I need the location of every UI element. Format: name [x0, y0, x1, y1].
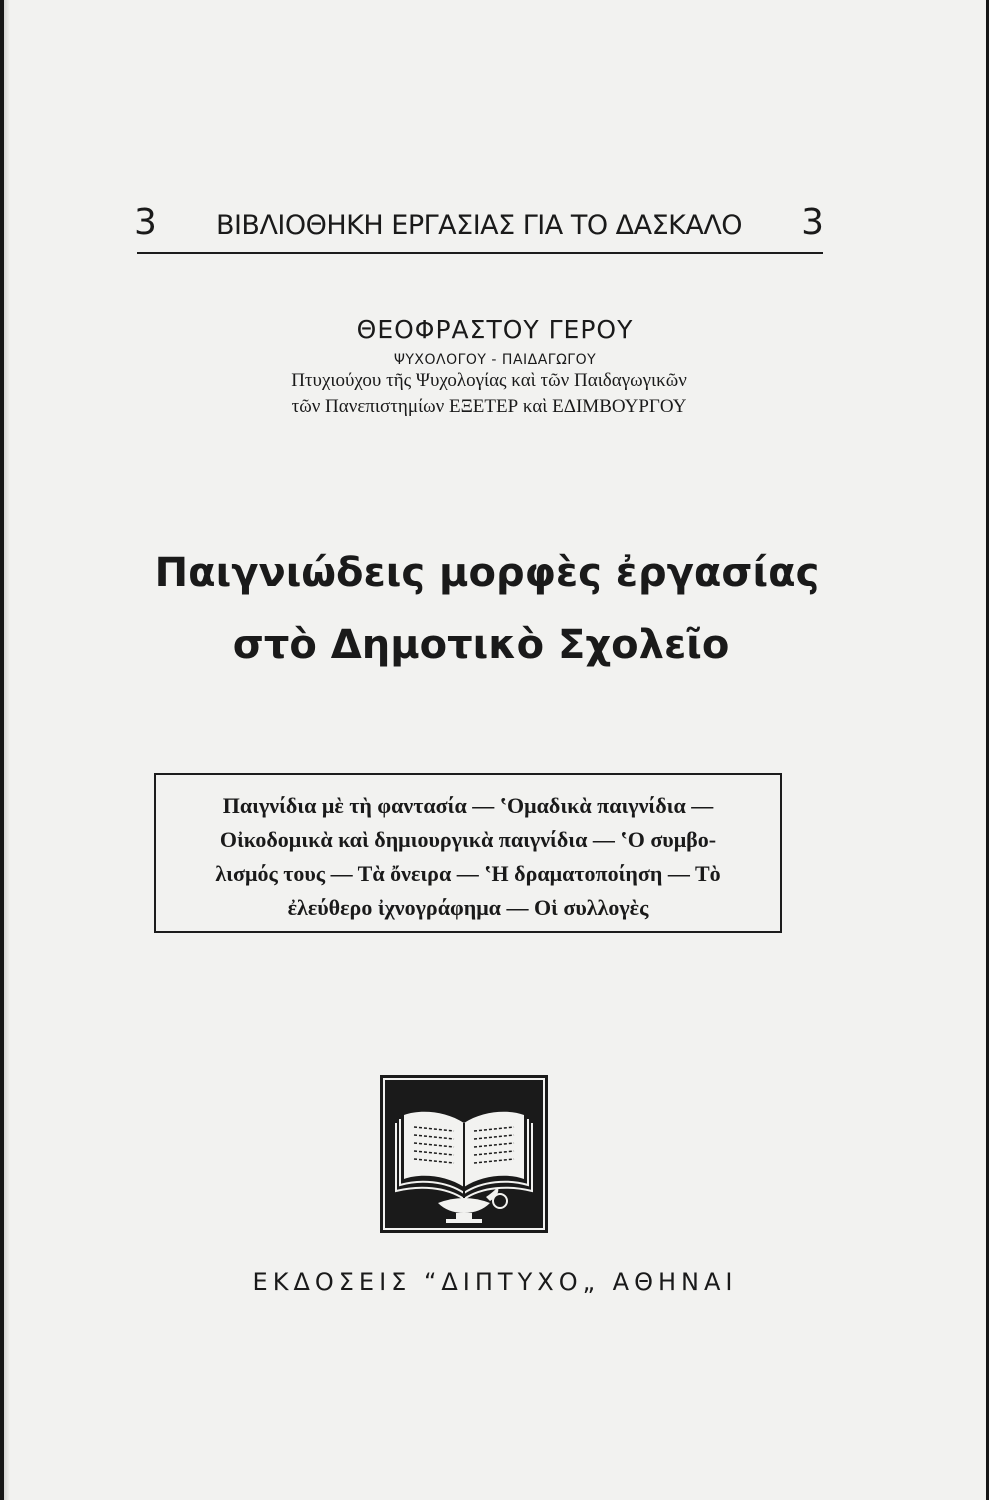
contents-line1: Παιγνίδια μὲ τὴ φαντασία — ʽΟμαδικὰ παιγνίδια — [222, 793, 714, 818]
contents-line3: λισμός τους — Τὰ ὄνειρα — ʽΗ δραματοποίηση — Τὸ [215, 861, 721, 886]
series-header [134, 202, 824, 243]
contents-box [154, 773, 782, 933]
open-book-lamp-icon [380, 1075, 548, 1233]
contents-text [156, 789, 780, 925]
author-degree-line2: τῶν Πανεπιστημίων ΕΞΕΤΕΡ καὶ ΕΔΙΜΒΟΥΡΓΟΥ [291, 396, 687, 417]
series-title: ΒΙΒΛΙΟΘΗΚΗ ΕΡΓΑΣΙΑΣ ΓΙΑ ΤΟ ΔΑΣΚΑΛΟ [215, 210, 743, 241]
author-degree-line1: Πτυχιούχου τῆς Ψυχολογίας καὶ τῶν Παιδαγωγικῶν [291, 370, 687, 391]
author-name: ΘΕΟΦΡΑΣΤΟΥ ΓΕΡΟΥ [356, 315, 634, 344]
contents-line2: Οἰκοδομικὰ καὶ δημιουργικὰ παιγνίδια — ʽΟ συμβο- [219, 827, 717, 852]
series-underline [137, 252, 823, 254]
publisher: ΕΚΔΟΣΕΙΣ “ΔΙΠΤΥΧΟ„ ΑΘΗΝΑΙ [252, 1268, 738, 1296]
book-title-line1: Παιγνιώδεις μορφὲς ἐργασίας [154, 550, 820, 596]
title-page [4, 0, 986, 1500]
author-role: ΨΥΧΟΛΟΓΟΥ - ΠΑΙΔΑΓΩΓΟΥ [393, 352, 597, 368]
series-number-right: 3 [801, 202, 824, 243]
book-title-line2: στὸ Δημοτικὸ Σχολεῖο [232, 622, 730, 668]
series-number-left: 3 [134, 202, 157, 243]
contents-line4: ἐλεύθερο ἰχνογράφημα — Οἱ συλλογὲς [287, 895, 649, 920]
